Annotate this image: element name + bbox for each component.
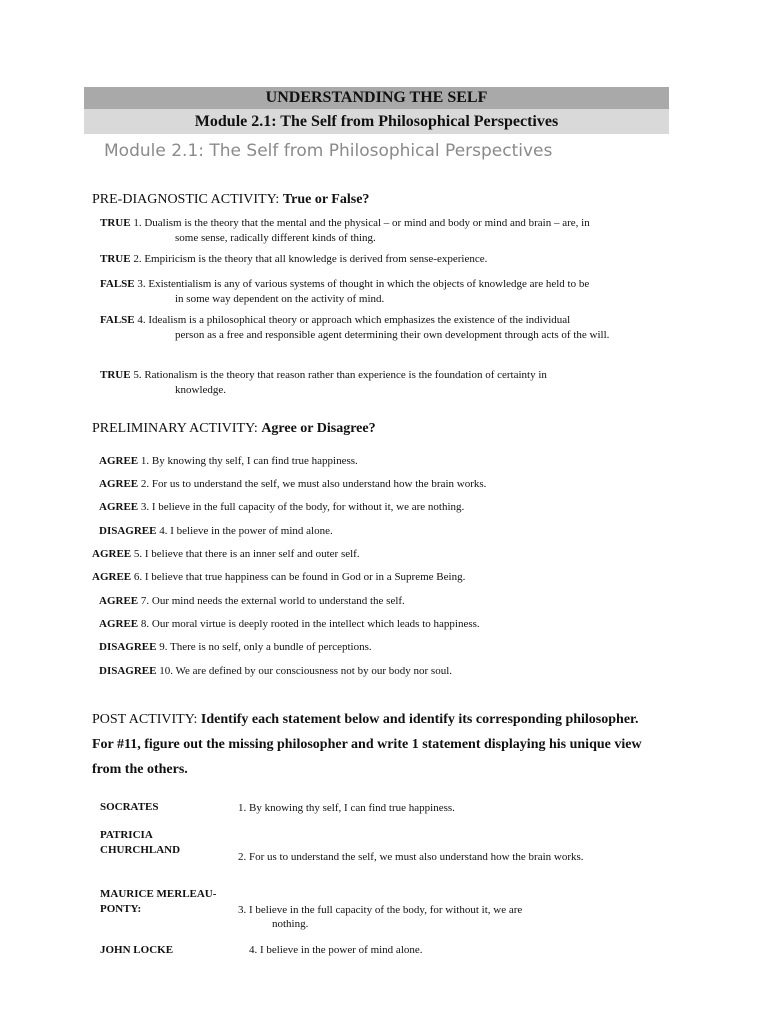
tf-text: 2. Empiricism is the theory that all knowledge is derived from sense-experience. (130, 253, 488, 265)
tf-text: 1. Dualism is the theory that the mental and the physical – or mind and body or mind and brain – are, in (130, 217, 590, 229)
preliminary-label: PRELIMINARY ACTIVITY: (92, 421, 262, 436)
philosopher-statement-cont: nothing. (272, 918, 309, 930)
tf-item (100, 277, 676, 307)
philosopher-name: JOHN LOCKE (100, 944, 174, 956)
agree-item (92, 547, 360, 562)
tf-text-cont: person as a free and responsible agent determining their own development through acts of the will. (175, 329, 610, 341)
tf-answer: FALSE (100, 278, 135, 290)
tf-text: 5. Rationalism is the theory that reason rather than experience is the foundation of certainty in (130, 369, 547, 381)
philosopher-statement: 4. I believe in the power of mind alone. (249, 944, 423, 956)
tf-item (100, 216, 676, 246)
agree-item (92, 570, 465, 585)
tf-answer: TRUE (100, 369, 131, 381)
tf-answer: FALSE (100, 314, 135, 326)
agree-answer: DISAGREE (99, 525, 157, 537)
agree-text: 10. We are defined by our consciousness not by our body nor soul. (156, 665, 453, 677)
philosopher-statement: 2. For us to understand the self, we must also understand how the brain works. (238, 851, 584, 863)
agree-text: 3. I believe in the full capacity of the body, for without it, we are nothing. (138, 501, 465, 513)
tf-item (100, 368, 676, 398)
agree-text: 9. There is no self, only a bundle of perceptions. (156, 641, 372, 653)
agree-answer: AGREE (92, 571, 132, 583)
agree-text: 6. I believe that true happiness can be found in God or in a Supreme Being. (131, 571, 466, 583)
post-activity-label: POST ACTIVITY: (92, 712, 201, 727)
tf-text: 3. Existentialism is any of various systems of thought in which the objects of knowledge are held to be (134, 278, 590, 290)
tf-text: 4. Idealism is a philosophical theory or approach which emphasizes the existence of the individual (134, 314, 571, 326)
agree-item (99, 617, 480, 632)
agree-answer: AGREE (99, 501, 139, 513)
agree-text: 8. Our moral virtue is deeply rooted in the intellect which leads to happiness. (138, 618, 480, 630)
agree-text: 5. I believe that there is an inner self and outer self. (131, 548, 360, 560)
agree-item (99, 524, 333, 539)
pre-diagnostic-label: PRE-DIAGNOSTIC ACTIVITY: (92, 192, 283, 207)
agree-answer: AGREE (99, 618, 139, 630)
agree-text: 1. By knowing thy self, I can find true happiness. (138, 455, 358, 467)
agree-text: 2. For us to understand the self, we must also understand how the brain works. (138, 478, 487, 490)
preliminary-question: Agree or Disagree? (261, 421, 376, 436)
tf-text-cont: knowledge. (175, 384, 227, 396)
agree-text: 4. I believe in the power of mind alone. (156, 525, 333, 537)
philosopher-statement: 1. By knowing thy self, I can find true happiness. (238, 802, 455, 814)
post-activity-instructions: Identify each statement below and identify its corresponding philosopher. For #11, figure out the missing philosopher and write 1 statement displaying his unique view from the others. (92, 712, 642, 777)
agree-answer: AGREE (99, 455, 139, 467)
agree-text: 7. Our mind needs the external world to understand the self. (138, 595, 405, 607)
document-title: UNDERSTANDING THE SELF (265, 89, 488, 106)
tf-item (100, 313, 676, 343)
agree-item (99, 500, 464, 515)
philosopher-name: SOCRATES (100, 801, 159, 813)
tf-text-cont: in some way dependent on the activity of mind. (175, 293, 385, 305)
tf-answer: TRUE (100, 217, 131, 229)
module-title-bar (84, 109, 669, 134)
agree-item (99, 594, 405, 609)
agree-answer: DISAGREE (99, 641, 157, 653)
document-title-bar (84, 87, 669, 109)
philosopher-name: PATRICIA CHURCHLAND (100, 829, 181, 856)
tf-item (100, 252, 676, 267)
agree-item (99, 640, 372, 655)
agree-answer: AGREE (92, 548, 132, 560)
philosopher-name: MAURICE MERLEAU-PONTY: (100, 888, 217, 915)
module-subtitle: Module 2.1: The Self from Philosophical Perspectives (104, 141, 553, 161)
tf-text-cont: some sense, radically different kinds of thing. (175, 232, 376, 244)
pre-diagnostic-question: True or False? (282, 192, 370, 207)
agree-answer: DISAGREE (99, 665, 157, 677)
philosopher-statement: 3. I believe in the full capacity of the body, for without it, we are (238, 904, 523, 916)
module-title: Module 2.1: The Self from Philosophical Perspectives (194, 113, 559, 130)
post-activity-heading (92, 707, 652, 782)
agree-answer: AGREE (99, 595, 139, 607)
agree-item (99, 477, 486, 492)
preliminary-heading (92, 421, 376, 437)
agree-item (99, 664, 452, 679)
pre-diagnostic-heading (92, 192, 369, 208)
agree-item (99, 454, 358, 469)
tf-answer: TRUE (100, 253, 131, 265)
agree-answer: AGREE (99, 478, 139, 490)
